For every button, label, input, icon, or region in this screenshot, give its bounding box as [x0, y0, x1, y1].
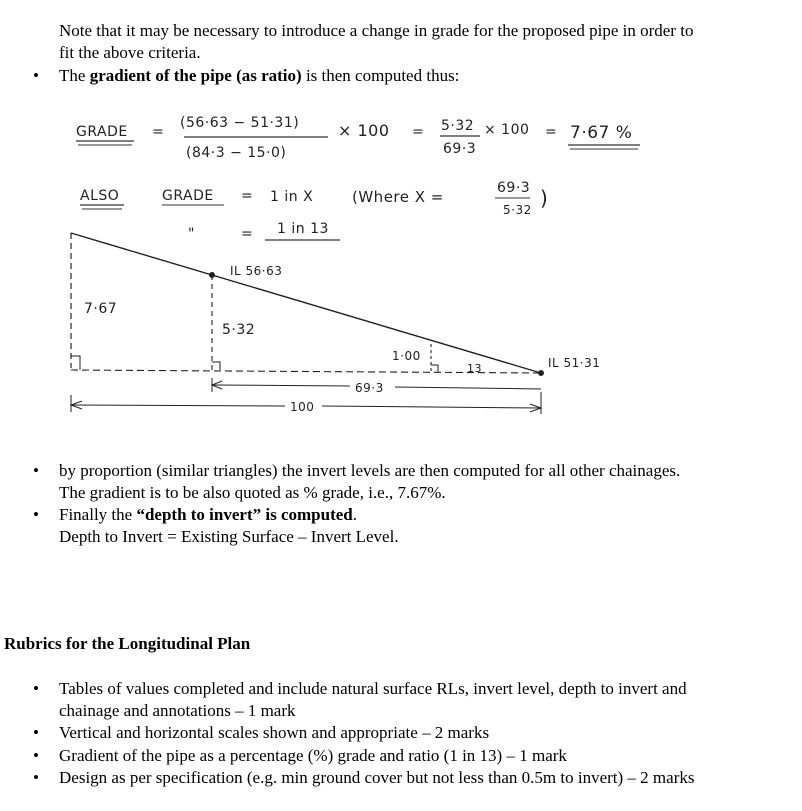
- gradient-bullet-pre: The: [59, 66, 90, 85]
- sk-run-693: 69·3: [355, 381, 384, 395]
- bullet-glyph: •: [33, 679, 39, 698]
- sk-eq-5: =: [241, 226, 254, 242]
- sk-den-expr: (84·3 − 15·0): [186, 145, 287, 161]
- sk-also: ALSO: [80, 188, 120, 204]
- sk-left-height: 7·67: [84, 301, 118, 317]
- sk-x-num: 69·3: [497, 180, 531, 196]
- sk-il-top: IL 56·63: [230, 264, 283, 278]
- sk-result: 7·67 %: [570, 123, 633, 143]
- sk-den2: 69·3: [443, 141, 477, 157]
- depth-bullet: [59, 504, 357, 526]
- rubric-item-cont: chainage and annotations – 1 mark: [59, 701, 296, 720]
- sk-ditto: ": [188, 226, 195, 242]
- bullet-glyph: •: [33, 66, 39, 85]
- rubric-item: Vertical and horizontal scales shown and appropriate – 2 marks: [59, 723, 490, 742]
- sk-eq-3: =: [545, 124, 558, 140]
- depth-bullet-post: .: [352, 505, 357, 524]
- rubric-item: Tables of values completed and include natural surface RLs, invert level, depth to invert and: [59, 679, 687, 698]
- sk-one-in-13: 1 in 13: [277, 221, 329, 237]
- sk-num-expr: (56·63 − 51·31): [180, 115, 300, 131]
- sk-x-den: 5·32: [503, 203, 532, 217]
- sk-eq-4: =: [241, 188, 254, 204]
- note-line-2: fit the above criteria.: [59, 43, 201, 62]
- depth-formula: Depth to Invert = Existing Surface – Invert Level.: [59, 527, 399, 546]
- gradient-bullet-bold: gradient of the pipe (as ratio): [89, 66, 302, 85]
- sk-small-run: 13: [467, 362, 482, 375]
- sk-num2: 5·32: [441, 118, 475, 134]
- sk-one-in-x: 1 in X: [270, 189, 314, 205]
- note-line-1: Note that it may be necessary to introduce a change in grade for the proposed pipe in order to: [59, 21, 694, 40]
- sk-where: (Where X =: [352, 188, 444, 206]
- depth-bullet-bold: “depth to invert” is computed: [136, 505, 353, 524]
- sk-il-end: IL 51·31: [548, 356, 601, 370]
- triangle-diagram: [71, 233, 544, 414]
- rubric-item: Design as per specification (e.g. min ground cover but not less than 0.5m to invert) – 2 marks: [59, 768, 695, 787]
- bullet-glyph: •: [33, 746, 39, 765]
- bullet-glyph: •: [33, 723, 39, 742]
- gradient-bullet-post: is then computed thus:: [301, 66, 460, 85]
- sk-mid-height: 5·32: [222, 322, 256, 338]
- sk-times-100: × 100: [338, 121, 390, 140]
- sk-grade-label: GRADE: [76, 124, 128, 140]
- sk-times-100b: × 100: [484, 122, 530, 138]
- sk-close: ): [540, 186, 549, 210]
- sk-eq-2: =: [412, 124, 425, 140]
- sk-run-100: 100: [290, 400, 315, 414]
- sk-small-height: 1·00: [392, 349, 421, 363]
- rubrics-heading: Rubrics for the Longitudinal Plan: [4, 634, 251, 653]
- bullet-glyph: •: [33, 461, 39, 480]
- sk-grade2: GRADE: [162, 188, 214, 204]
- bullet-glyph: •: [33, 768, 39, 787]
- proportion-line-2: The gradient is to be also quoted as % grade, i.e., 7.67%.: [59, 483, 446, 502]
- bullet-glyph: •: [33, 505, 39, 524]
- proportion-line-1: by proportion (similar triangles) the invert levels are then computed for all other chainages.: [59, 461, 681, 480]
- sk-eq-1: =: [152, 124, 165, 140]
- depth-bullet-pre: Finally the: [59, 505, 137, 524]
- rubric-item: Gradient of the pipe as a percentage (%) grade and ratio (1 in 13) – 1 mark: [59, 746, 567, 765]
